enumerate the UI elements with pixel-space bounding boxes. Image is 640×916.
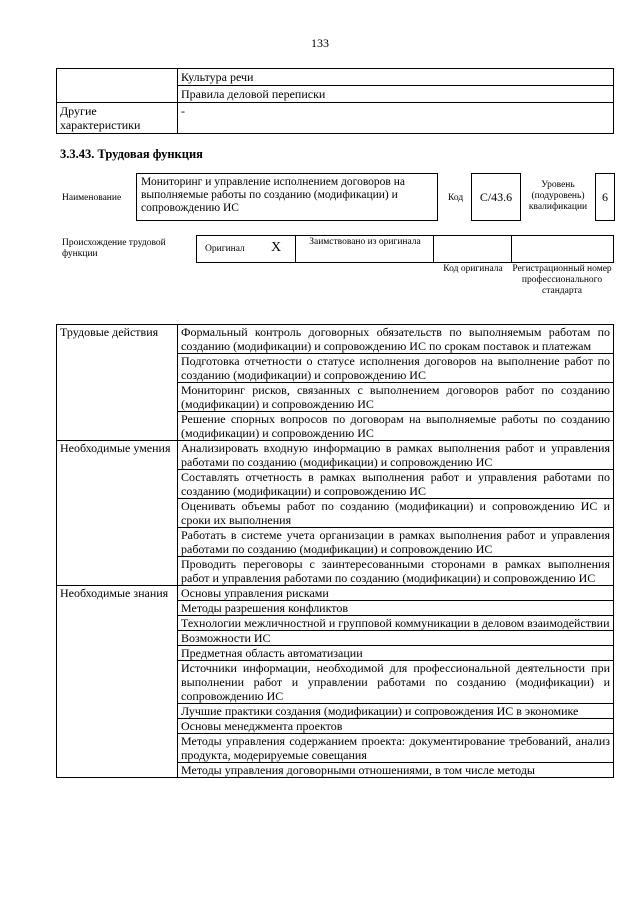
level-label: Уровень (подуровень) квалификации: [528, 180, 588, 212]
section-item: Формальный контроль договорных обязательств по выполняемым работам по созданию (модификации) и сопровождению ИС по срокам поставок и платежам: [178, 325, 614, 354]
table-cell: Культура речи: [178, 69, 614, 86]
code-original-caption: Код оригинала: [443, 264, 503, 274]
original-mark: X: [271, 240, 282, 255]
section-item: Мониторинг рисков, связанных с выполнением договоров работ по созданию (модификации) и сопровождению ИС: [178, 383, 614, 412]
section-label: Необходимые знания: [57, 586, 178, 778]
other-characteristics-value: -: [178, 103, 614, 134]
level-value-box: 6: [595, 173, 615, 221]
section-item: Возможности ИС: [178, 631, 614, 646]
section-item: Подготовка отчетности о статусе исполнения договоров на выполнение работ по созданию (модификации) и сопровождению ИС: [178, 354, 614, 383]
section-heading: 3.3.43. Трудовая функция: [60, 147, 203, 161]
origin-box: [196, 235, 614, 263]
section-label: Необходимые умения: [57, 441, 178, 586]
section-item: Составлять отчетность в рамках выполнения работ и управления работами по созданию (модификации) и сопровождению ИС: [178, 470, 614, 499]
section-item: Проводить переговоры с заинтересованными сторонами в рамках выполнения работ и управления работами по созданию (модификации) и сопровождению ИС: [178, 557, 614, 586]
section-item: Методы управления договорными отношениями, в том числе методы: [178, 763, 614, 778]
section-item: Предметная область автоматизации: [178, 646, 614, 661]
section-item: Решение спорных вопросов по договорам на выполняемые работы по созданию (модификации) и сопровождению ИС: [178, 412, 614, 441]
table-row: [57, 86, 614, 103]
section-label: Трудовые действия: [57, 325, 178, 441]
section-item: Анализировать входную информацию в рамках выполнения работ и управления работами по созданию (модификации) и сопровождению ИС: [178, 441, 614, 470]
original-label: Оригинал: [205, 244, 245, 254]
section-item: Методы управления содержанием проекта: документирование требований, анализ продукта, модерируемые совещания: [178, 734, 614, 763]
name-label: Наименование: [62, 193, 122, 203]
other-characteristics-label: Другие характеристики: [57, 103, 178, 134]
section-item: Основы управления рисками: [178, 586, 614, 601]
divider: [511, 236, 512, 262]
table-row: [57, 441, 614, 470]
code-label: Код: [448, 193, 464, 203]
section-item: Оценивать объемы работ по созданию (модификации) и сопровождению ИС и сроки их выполнения: [178, 499, 614, 528]
table-cell: Правила деловой переписки: [178, 86, 614, 103]
page-number: 133: [311, 36, 329, 50]
main-table: [56, 324, 614, 778]
registration-caption: Регистрационный номер профессионального стандарта: [512, 264, 612, 296]
code-value-box: С/43.6: [471, 173, 521, 221]
table-row: [57, 586, 614, 601]
section-item: Работать в системе учета организации в рамках выполнения работ и управления работами по созданию (модификации) и сопровождению ИС: [178, 528, 614, 557]
origin-label: Происхождение трудовой функции: [62, 238, 166, 259]
table-row: [57, 325, 614, 354]
section-item: Источники информации, необходимой для профессиональной деятельности при выполнении работ и управлении работами по созданию (модификации) и сопровождению ИС: [178, 661, 614, 704]
table-row: [57, 103, 614, 134]
empty-cell: [57, 86, 178, 103]
section-item: Лучшие практики создания (модификации) и сопровождения ИС в экономике: [178, 704, 614, 719]
divider: [433, 236, 434, 262]
divider: [295, 236, 296, 262]
function-name-box: Мониторинг и управление исполнением договоров на выполняемые работы по созданию (модификации) и сопровождению ИС: [136, 173, 438, 221]
section-item: Технологии межличностной и групповой коммуникации в деловом взаимодействии: [178, 616, 614, 631]
empty-cell: [57, 69, 178, 86]
borrowed-label: Заимствовано из оригинала: [309, 237, 421, 247]
section-item: Методы разрешения конфликтов: [178, 601, 614, 616]
section-item: Основы менеджмента проектов: [178, 719, 614, 734]
table-row: [57, 69, 614, 86]
top-table: [56, 68, 614, 134]
